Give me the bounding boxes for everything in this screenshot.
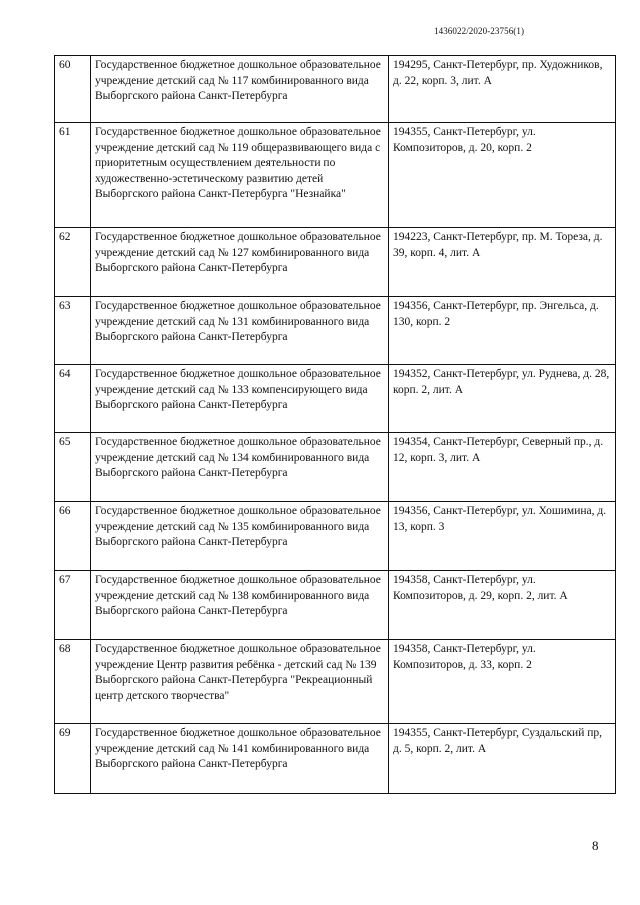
institution-address: 194355, Санкт-Петербург, Суздальский пр, д. 5, корп. 2, лит. А xyxy=(389,724,616,794)
institution-name: Государственное бюджетное дошкольное образовательное учреждение Центр развития ребёнка - детский сад № 139 Выборгского района Санкт-Петербурга "Рекреационный центр детского творчества" xyxy=(91,640,389,724)
institution-address: 194356, Санкт-Петербург, ул. Хошимина, д. 13, корп. 3 xyxy=(389,502,616,571)
institution-address: 194358, Санкт-Петербург, ул. Композиторов, д. 29, корп. 2, лит. А xyxy=(389,571,616,640)
institution-address: 194355, Санкт-Петербург, ул. Композиторов, д. 20, корп. 2 xyxy=(389,123,616,228)
institution-name: Государственное бюджетное дошкольное образовательное учреждение детский сад № 119 общеразвивающего вида с приоритетным осуществлением деятельности по художественно-эстетическому развитию детей Выборгского района Санкт-Петербурга "Незнайка" xyxy=(91,123,389,228)
institution-name: Государственное бюджетное дошкольное образовательное учреждение детский сад № 131 комбинированного вида Выборгского района Санкт-Петербурга xyxy=(91,297,389,365)
institution-name: Государственное бюджетное дошкольное образовательное учреждение детский сад № 117 комбинированного вида Выборгского района Санкт-Петербурга xyxy=(91,56,389,123)
row-number: 68 xyxy=(55,640,91,724)
institution-address: 194352, Санкт-Петербург, ул. Руднева, д. 28, корп. 2, лит. А xyxy=(389,365,616,433)
table-row xyxy=(55,724,616,794)
row-number: 67 xyxy=(55,571,91,640)
institution-name: Государственное бюджетное дошкольное образовательное учреждение детский сад № 135 комбинированного вида Выборгского района Санкт-Петербурга xyxy=(91,502,389,571)
row-number: 60 xyxy=(55,56,91,123)
row-number: 61 xyxy=(55,123,91,228)
institution-address: 194354, Санкт-Петербург, Северный пр., д. 12, корп. 3, лит. А xyxy=(389,433,616,502)
institution-address: 194295, Санкт-Петербург, пр. Художников, д. 22, корп. 3, лит. А xyxy=(389,56,616,123)
kindergarten-table xyxy=(54,55,616,794)
institution-name: Государственное бюджетное дошкольное образовательное учреждение детский сад № 127 комбинированного вида Выборгского района Санкт-Петербурга xyxy=(91,228,389,297)
table-row xyxy=(55,228,616,297)
row-number: 63 xyxy=(55,297,91,365)
document-id: 1436022/2020-23756(1) xyxy=(434,26,525,36)
table-row xyxy=(55,56,616,123)
row-number: 69 xyxy=(55,724,91,794)
table-row xyxy=(55,433,616,502)
row-number: 66 xyxy=(55,502,91,571)
row-number: 62 xyxy=(55,228,91,297)
table-row xyxy=(55,502,616,571)
institution-address: 194358, Санкт-Петербург, ул. Композиторов, д. 33, корп. 2 xyxy=(389,640,616,724)
institution-name: Государственное бюджетное дошкольное образовательное учреждение детский сад № 133 компенсирующего вида Выборгского района Санкт-Петербурга xyxy=(91,365,389,433)
institution-name: Государственное бюджетное дошкольное образовательное учреждение детский сад № 138 комбинированного вида Выборгского района Санкт-Петербурга xyxy=(91,571,389,640)
institution-address: 194223, Санкт-Петербург, пр. М. Тореза, д. 39, корп. 4, лит. А xyxy=(389,228,616,297)
row-number: 65 xyxy=(55,433,91,502)
page-number: 8 xyxy=(592,838,599,853)
institution-name: Государственное бюджетное дошкольное образовательное учреждение детский сад № 134 комбинированного вида Выборгского района Санкт-Петербурга xyxy=(91,433,389,502)
table-row xyxy=(55,297,616,365)
table-row xyxy=(55,640,616,724)
institution-address: 194356, Санкт-Петербург, пр. Энгельса, д. 130, корп. 2 xyxy=(389,297,616,365)
institution-name: Государственное бюджетное дошкольное образовательное учреждение детский сад № 141 комбинированного вида Выборгского района Санкт-Петербурга xyxy=(91,724,389,794)
table-row xyxy=(55,365,616,433)
row-number: 64 xyxy=(55,365,91,433)
table-row xyxy=(55,123,616,228)
table-row xyxy=(55,571,616,640)
